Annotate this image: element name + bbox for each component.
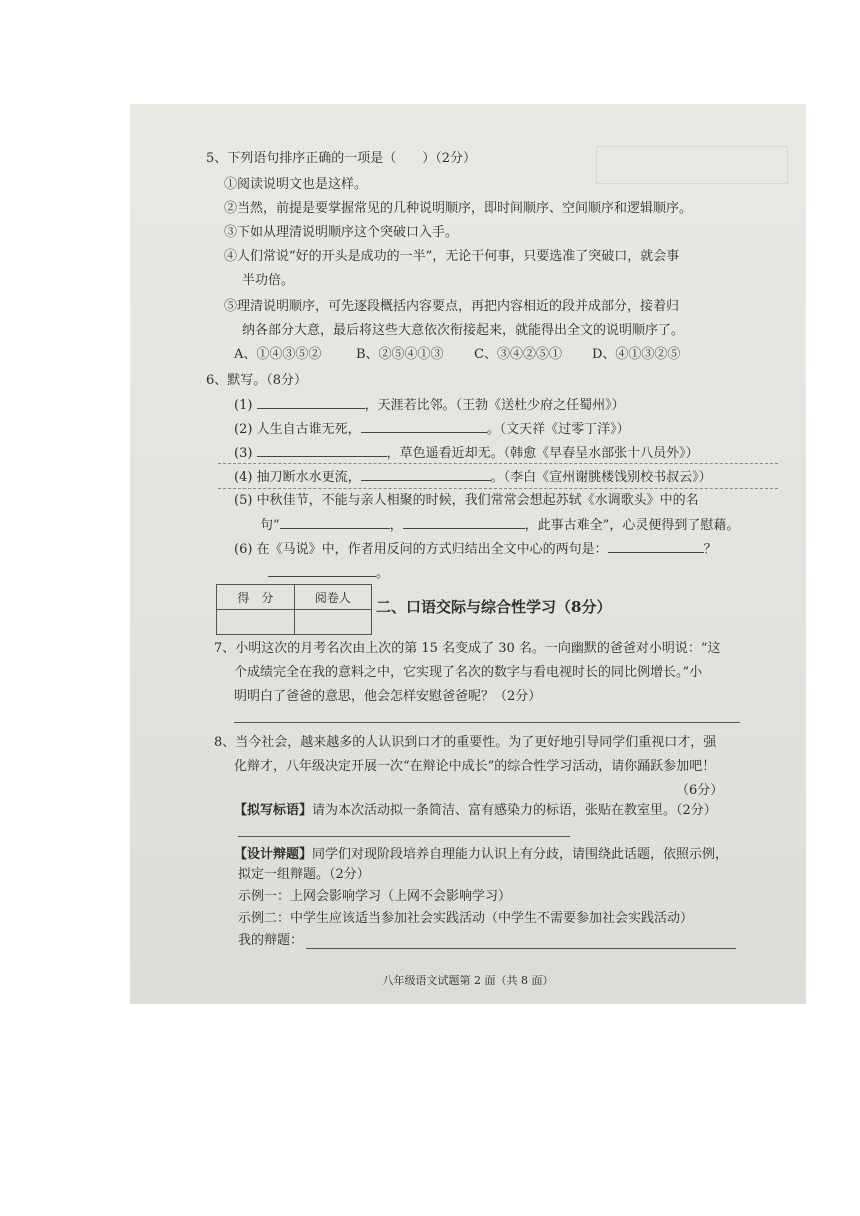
- grader-header: 阅卷人: [294, 585, 371, 610]
- q6-item-5-blank-2[interactable]: [403, 516, 525, 529]
- q6-item-4-text: 抽刀断水水更流，: [256, 470, 361, 485]
- q6-item-1-number: (1): [234, 398, 253, 413]
- q6-item-5-tail: ，此事古难全”，心灵便得到了慰藉。: [524, 518, 740, 533]
- q8-part-a-text: 请为本次活动拟一条简洁、富有感染力的标语，张贴在教室里。（2分）: [312, 803, 717, 818]
- q5-sentence-5a: ⑤理清说明顺序，可先逐段概括内容要点，再把内容相近的段并成部分，接着归: [224, 299, 680, 314]
- grader-cell[interactable]: [294, 610, 371, 635]
- q6-item-1: [234, 396, 625, 415]
- q6-item-6-number: (6): [234, 542, 253, 557]
- fold-line: [218, 488, 778, 489]
- q5-sentence-4a: ④人们常说“好的开头是成功的一半”，无论干何事，只要选准了突破口，就会事: [224, 249, 680, 264]
- q6-item-3-text: ，草色遥看近却无。（韩愈《早春呈水部张十八员外》）: [386, 446, 699, 461]
- q6-item-2-blank[interactable]: [361, 420, 487, 433]
- q6-item-6: [234, 540, 717, 559]
- score-header: 得 分: [217, 585, 295, 610]
- q8-part-a: [234, 802, 717, 820]
- q7-answer-line[interactable]: [234, 722, 740, 723]
- bleed-through-box: [596, 146, 788, 184]
- q8-part-b-tag: 【设计辩题】: [234, 847, 313, 862]
- q5-sentence-1: ①阅读说明文也是这样。: [224, 177, 368, 192]
- q6-item-5-quote-open: 句“: [260, 518, 280, 533]
- q8-part-b: [234, 846, 728, 864]
- q5-option-c: C、③④②⑤①: [474, 347, 562, 362]
- q5-sentence-3: ③下如从理清说明顺序这个突破口入手。: [224, 225, 459, 240]
- q6-item-3-blank[interactable]: [257, 444, 387, 457]
- q8-part-a-answer-line[interactable]: [238, 836, 570, 837]
- q7-line-1: 7、小明这次的月考名次由上次的第 15 名变成了 30 名。一向幽默的爸爸对小明说：“这: [214, 641, 721, 656]
- q8-line-1: 8、当今社会，越来越多的人认识到口才的重要性。为了更好地引导同学们重视口才，强: [214, 735, 717, 750]
- q6-item-4: [234, 468, 712, 487]
- q5-option-b: B、②⑤④①③: [356, 347, 444, 362]
- q6-title: 6、默写。（8分）: [206, 373, 308, 388]
- q8-part-a-tag: 【拟写标语】: [234, 803, 313, 818]
- score-table: [216, 584, 372, 635]
- q6-item-6-qmark: ？: [703, 542, 717, 557]
- score-cell[interactable]: [217, 610, 295, 635]
- q8-line-2: 化辩才，八年级决定开展一次“在辩论中成长”的综合性学习活动，请你踊跃参加吧！: [234, 759, 716, 774]
- q6-item-5-blank-1[interactable]: [280, 516, 390, 529]
- q8-part-b-line2: 拟定一组辩题。（2分）: [238, 867, 370, 882]
- q6-item-6-line2: 。: [268, 564, 389, 583]
- q6-item-2-source: 。（文天祥《过零丁洋》）: [486, 422, 630, 437]
- q8-example-1: 示例一：上网会影响学习（上网不会影响学习）: [238, 889, 512, 904]
- q8-my-topic-answer-line[interactable]: [306, 948, 736, 949]
- q6-item-3: [234, 444, 699, 463]
- q6-item-1-blank[interactable]: [257, 396, 365, 409]
- q5-option-a: A、①④③⑤②: [234, 347, 322, 362]
- section-2-title: 二、口语交际与综合性学习（8分）: [376, 598, 612, 616]
- q8-example-2: 示例二：中学生应该适当参加社会实践活动（中学生不需要参加社会实践活动）: [238, 911, 694, 926]
- q6-item-5-number: (5): [234, 493, 253, 508]
- q6-item-6-text: 在《马说》中，作者用反问的方式归结出全文中心的两句是：: [256, 542, 608, 557]
- q7-line-2: 个成绩完全在我的意料之中，它实现了名次的数字与看电视时长的同比例增长。”小: [234, 665, 703, 680]
- q6-item-6-blank-2[interactable]: [268, 564, 376, 577]
- q8-points: （6分）: [676, 783, 724, 798]
- q8-part-b-text: 同学们对现阶段培养自理能力认识上有分歧，请围绕此话题，依照示例，: [312, 847, 729, 862]
- q6-item-4-blank[interactable]: [361, 468, 491, 481]
- q8-my-topic-label: 我的辩题：: [238, 933, 304, 948]
- q6-item-4-source: 。（李白《宣州谢朓楼饯别校书叔云》）: [490, 470, 712, 485]
- q5-title: 5、下列语句排序正确的一项是（ ）（2分）: [206, 151, 477, 166]
- q5-sentence-5b: 纳各部分大意，最后将这些大意依次衔接起来，就能得出全文的说明顺序了。: [242, 323, 685, 338]
- q6-item-2-text: 人生自古谁无死，: [256, 422, 361, 437]
- q6-item-1-text: ，天涯若比邻。（王勃《送杜少府之任蜀州》）: [364, 398, 625, 413]
- q5-sentence-2: ②当然，前提是要掌握常见的几种说明顺序，即时间顺序、空间顺序和逻辑顺序。: [224, 201, 693, 216]
- q6-item-6-blank-1[interactable]: [608, 540, 704, 553]
- q7-line-3: 明明白了爸爸的意思，他会怎样安慰爸爸呢？（2分）: [234, 689, 542, 704]
- q6-item-5a: [234, 492, 699, 510]
- q6-item-3-number: (3): [234, 446, 253, 461]
- q6-item-4-number: (4): [234, 470, 253, 485]
- fold-line: [218, 463, 778, 464]
- q6-item-2-number: (2): [234, 422, 253, 437]
- q6-item-5-text: 中秋佳节，不能与亲人相聚的时候，我们常常会想起苏轼《水调歌头》中的名: [256, 493, 699, 508]
- q5-sentence-4b: 半功倍。: [242, 273, 295, 288]
- q6-item-5b: 句“ ， ，此事古难全”，心灵便得到了慰藉。: [260, 518, 740, 533]
- q5-option-d: D、④①③②⑤: [592, 347, 681, 362]
- q6-item-2: [234, 420, 630, 439]
- page-footer: 八年级语文试题第 2 面（共 8 面）: [382, 974, 554, 987]
